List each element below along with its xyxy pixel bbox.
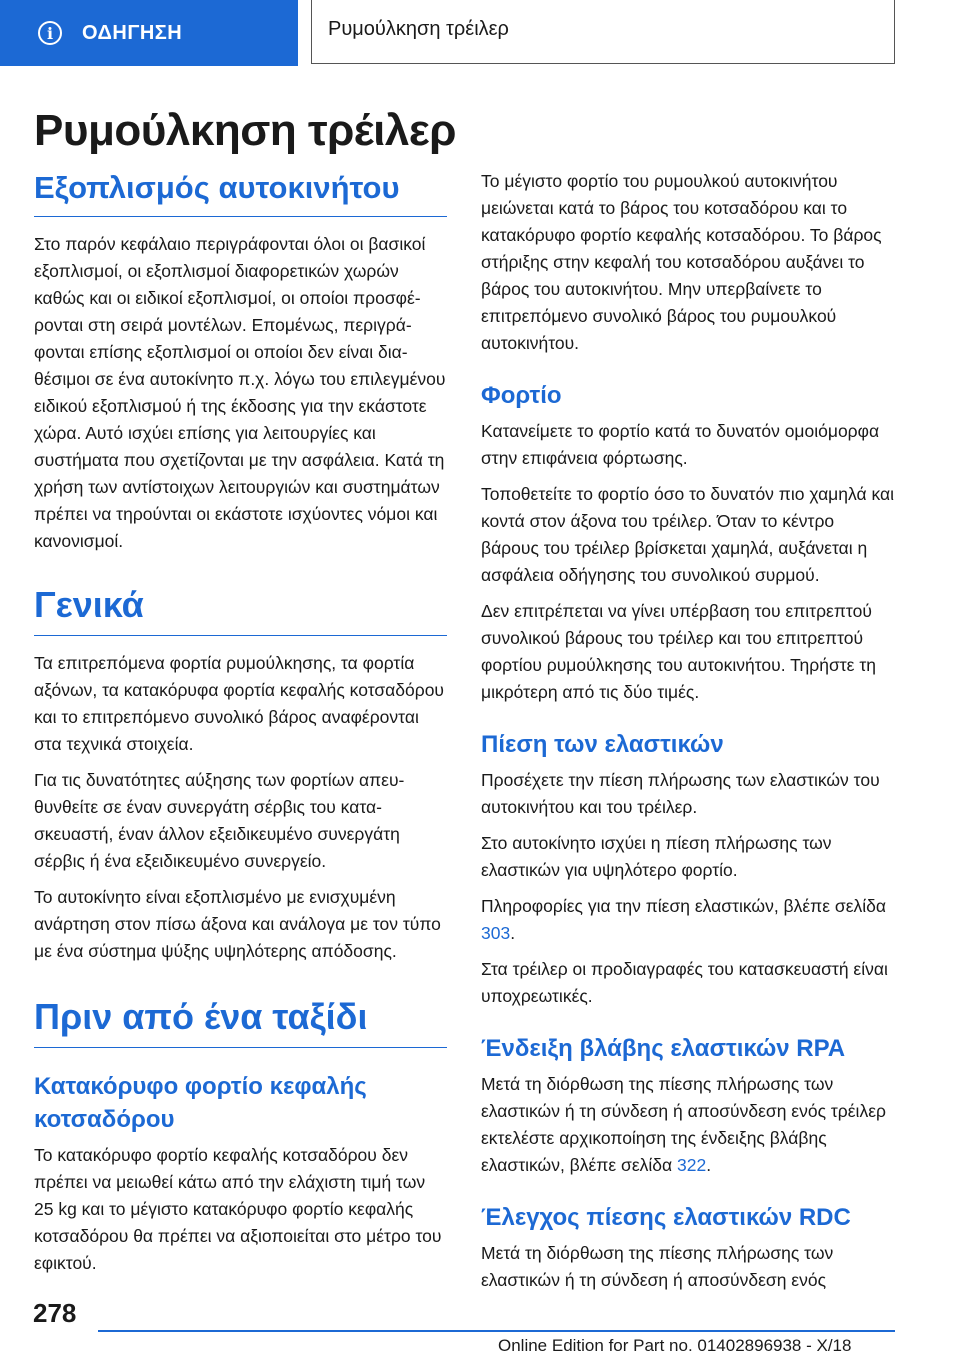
subheading-tongue-load: Κατακόρυφο φορτίο κεφαλής κοτσαδόρου: [34, 1073, 367, 1133]
subheading-rdc: Έλεγχος πίεσης ελαστικών RDC: [481, 1204, 851, 1231]
page-number: 278: [33, 1298, 77, 1328]
paragraph: Τα επιτρεπόμενα φορτία ρυμούλκησης, τα φορτία αξόνων, τα κατακόρυφα φορτία κεφαλής κοτσαδόρου και το επιτρεπόμενο συνολικό βάρος αναφέρονται στα τεχνικά στοιχεία.: [34, 653, 445, 754]
subheading-rpa: Ένδειξη βλάβης ελαστικών RPA: [481, 1035, 846, 1062]
paragraph: Τοποθετείτε το φορτίο όσο το δυνατόν πιο χαμηλά και κοντά στον άξονα του τρέιλερ. Όταν το κέντρο βάρους του τρέιλερ βρίσκεται χαμηλά, αυξάνεται η ασφάλεια οδήγησης του συνολικού συρμού.: [481, 484, 895, 585]
paragraph: Το μέγιστο φορτίο του ρυμουλκού αυτοκινήτου μειώνεται κατά το βάρος του κοτσαδόρου και το κατακόρυφο φορτίο κεφαλής κοτσαδόρου. Το βάρος στήριξης στην κεφαλή του κοτσαδόρου αυξάνει το βάρος του αυτοκινήτου. Μην υπερβαίνετε το επιτρεπόμενο συνολικό βάρος του ρυμουλκού αυτοκινήτου.: [481, 171, 882, 353]
footer-divider: [98, 1330, 895, 1332]
subheading-load: Φορτίο: [481, 382, 562, 409]
subheading-tire-pressure: Πίεση των ελαστικών: [481, 731, 724, 758]
paragraph: Προσέχετε την πίεση πλήρωσης των ελαστικών του αυτοκινήτου και του τρέιλερ.: [481, 770, 880, 817]
heading-before-trip: Πριν από ένα ταξίδι: [34, 997, 447, 1048]
paragraph: Δεν επιτρέπεται να γίνει υπέρβαση του επιτρεπτού συνολικού βάρους του τρέιλερ και του επιτρεπτού φορτίου ρυμούλκησης του αυτοκινήτου. Τηρήστε τη μικρότερη από τις δύο τιμές.: [481, 601, 876, 702]
page-title: Ρυμούλκηση τρέιλερ: [34, 106, 456, 155]
heading-general: Γενικά: [34, 585, 447, 636]
page-link-322[interactable]: 322: [677, 1155, 707, 1175]
footer-edition: Online Edition for Part no. 01402896938 - X/18: [498, 1336, 852, 1355]
paragraph: Μετά τη διόρθωση της πίεσης πλήρωσης των ελαστικών ή τη σύνδεση ή αποσύνδεση ενός: [481, 1243, 834, 1290]
left-column: [34, 168, 447, 1286]
paragraph: Κατανείμετε το φορτίο κατά το δυνατόν ομοιόμορφα στην επιφάνεια φόρτωσης.: [481, 421, 880, 468]
paragraph: Για τις δυνατότητες αύξησης των φορτίων απευθυνθείτε σε έναν συνεργάτη σέρβις του κατασκευαστή, έναν άλλον εξειδικευμένο συνεργάτη σέρβις ή ένα εξειδικευμένο συνεργείο.: [34, 770, 405, 871]
right-column: [481, 168, 894, 1303]
heading-vehicle-equipment: Εξοπλισμός αυτοκινήτου: [34, 168, 447, 217]
section-tab[interactable]: [0, 0, 298, 66]
paragraph: Το αυτοκίνητο είναι εξοπλισμένο με ενισχυμένη ανάρτηση στον πίσω άξονα και ανάλογα με τον τύπο με ένα σύστημα ψύξης υψηλότερης απόδοσης.: [34, 887, 441, 961]
paragraph: Στο παρόν κεφάλαιο περιγράφονται όλοι οι βασικοί εξοπλισμοί, οι εξοπλισμοί διαφορετικών χωρών καθώς και οι ειδικοί εξοπλισμοί, οι οποίοι προσφέρονται στη σειρά μοντέλων. Επομένως, περιγράφονται επίσης εξοπλισμοί οι οποίοι δεν είναι διαθέσιμοι σε ένα αυτοκίνητο π.χ. λόγω του επιλεγμένου ειδικού εξοπλισμού ή της έκδοσης για την εκάστοτε χώρα. Αυτό ισχύει επίσης για λειτουργίες και συστήματα που σχετίζονται με την ασφάλεια. Κατά τη χρήση των αντίστοιχων λειτουργιών και συστημάτων πρέπει να τηρούνται οι εκάστοτε ισχύοντες νόμοι και κανονισμοί.: [34, 234, 446, 551]
paragraph: Στο αυτοκίνητο ισχύει η πίεση πλήρωσης των ελαστικών για υψηλότερο φορτίο.: [481, 833, 832, 880]
section-tab-label: ΟΔΗΓΗΣΗ: [82, 21, 183, 44]
paragraph: Στα τρέιλερ οι προδιαγραφές του κατασκευαστή είναι υποχρεωτικές.: [481, 959, 888, 1006]
paragraph: Το κατακόρυφο φορτίο κεφαλής κοτσαδόρου δεν πρέπει να μειωθεί κάτω από την ελάχιστη τιμή των 25 kg και το μέγιστο κατακόρυφο φορτίο κεφαλής κοτσαδόρου θα πρέπει να αξιοποιείται στο μέτρο του εφικτού.: [34, 1145, 442, 1273]
paragraph: Πληροφορίες για την πίεση ελαστικών, βλέπε σελίδα 303.: [481, 896, 886, 943]
chapter-title: Ρυμούλκηση τρέιλερ: [311, 0, 895, 64]
info-icon: i: [38, 21, 62, 45]
page-link-303[interactable]: 303: [481, 923, 511, 943]
paragraph: Μετά τη διόρθωση της πίεσης πλήρωσης των ελαστικών ή τη σύνδεση ή αποσύνδεση ενός τρέιλερ εκτελέστε αρχικοποίηση της ένδειξης βλάβης ελαστικών, βλέπε σελίδα 322.: [481, 1074, 886, 1175]
